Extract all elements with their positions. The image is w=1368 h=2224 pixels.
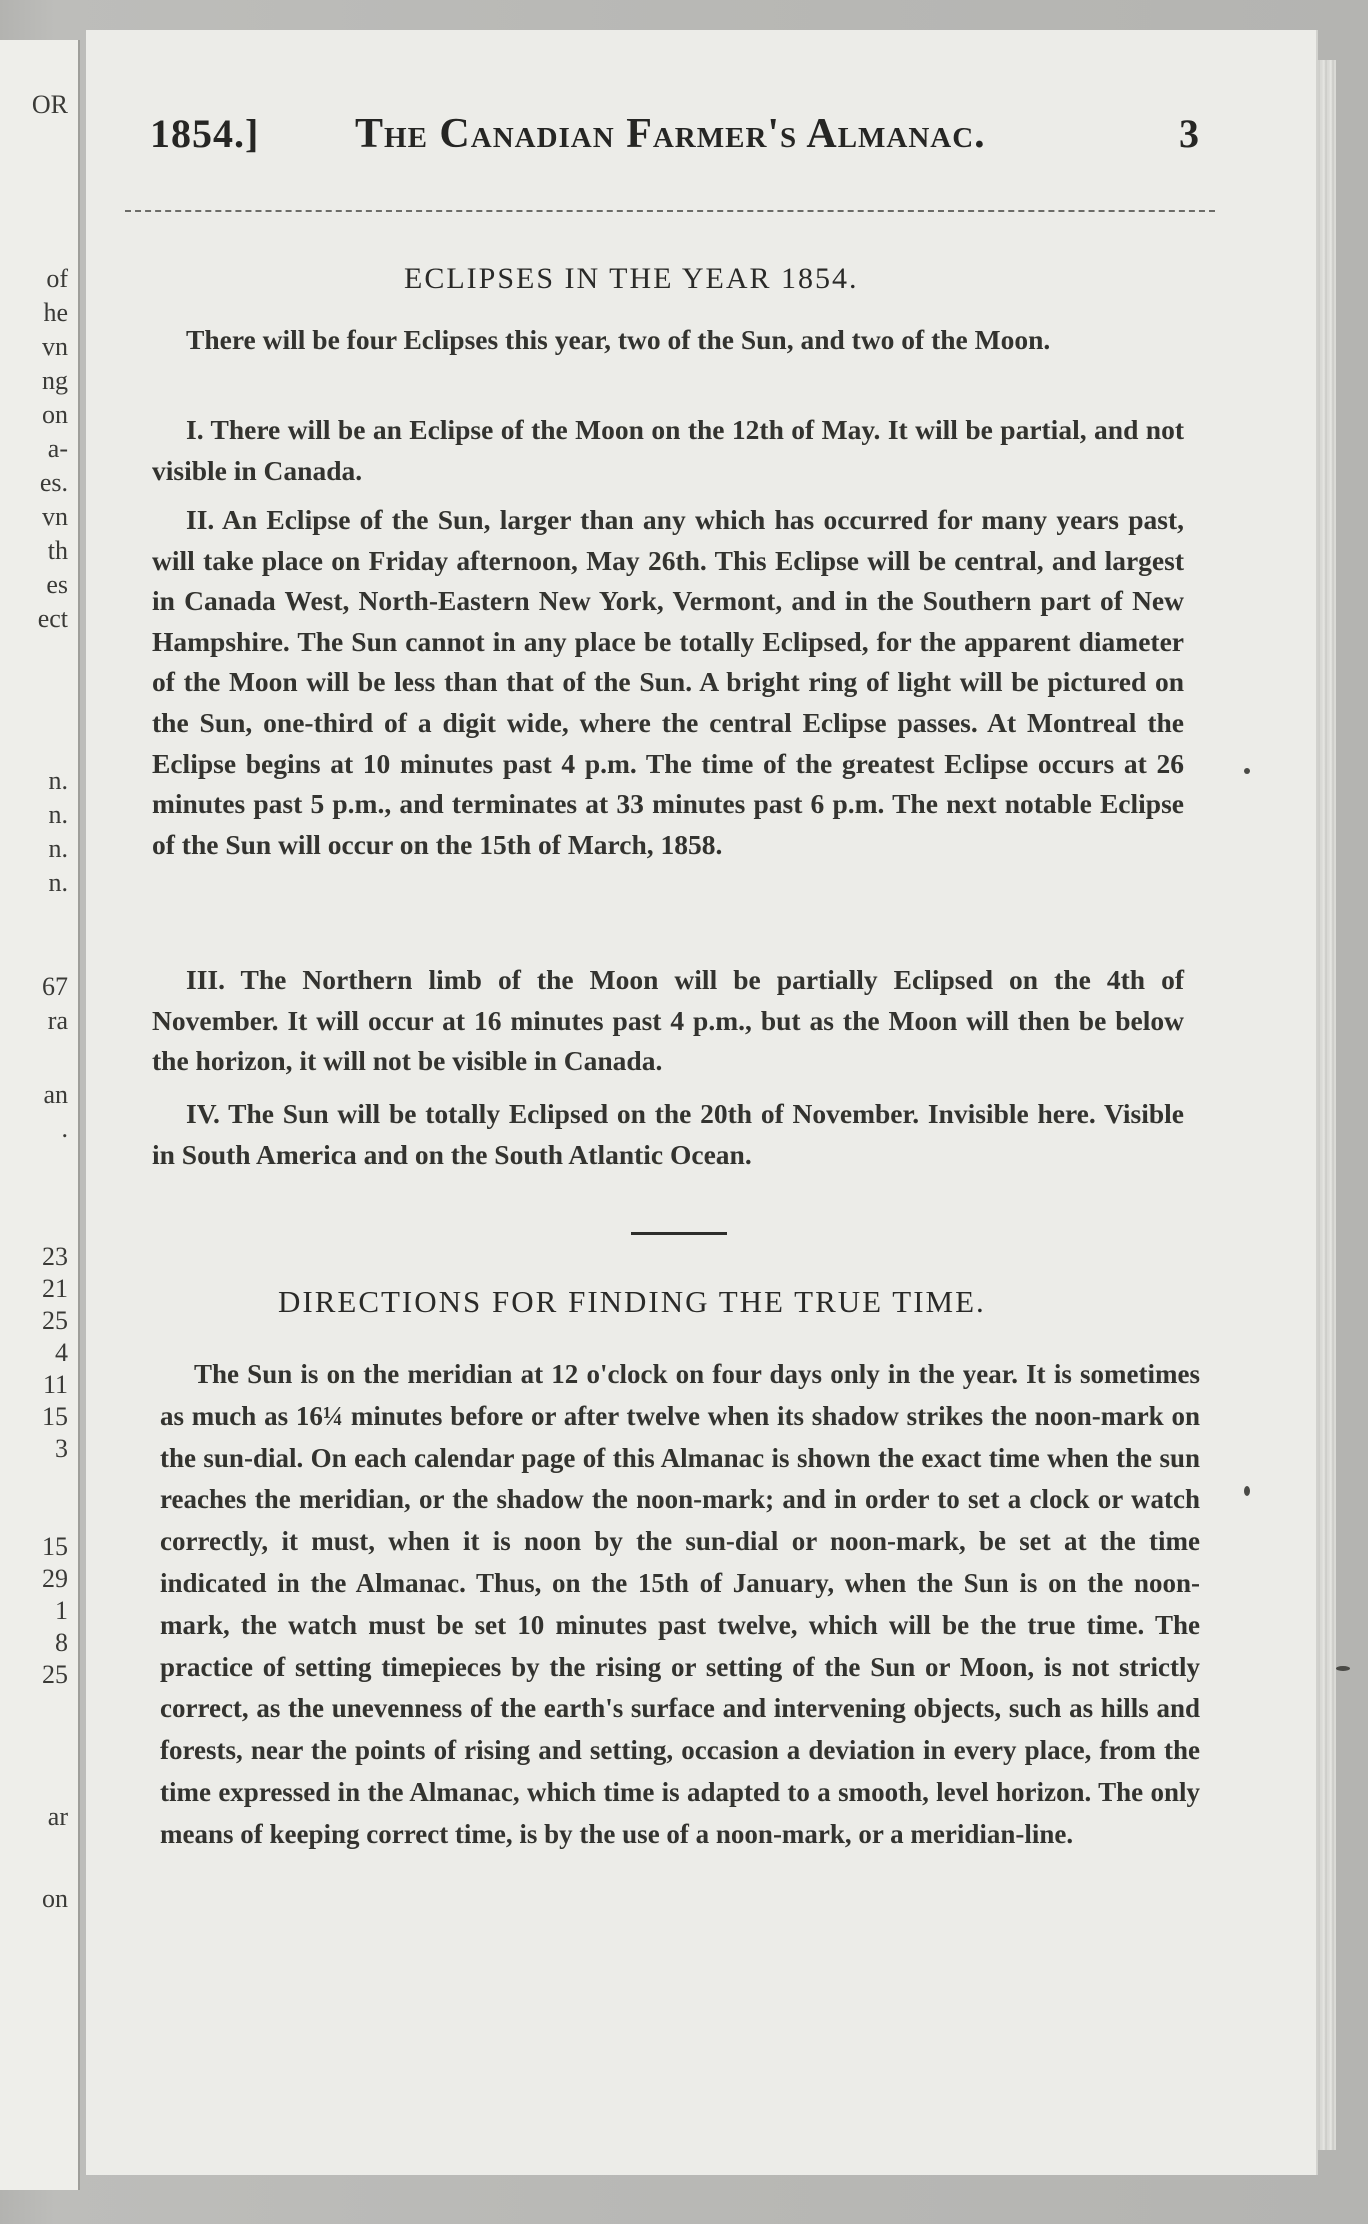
eclipses-intro-paragraph: There will be four Eclipses this year, two of the Sun, and two of the Moon.: [186, 324, 1051, 355]
left-fragment: on: [42, 1884, 68, 1913]
ink-speck: [1244, 768, 1250, 774]
left-fragment: ar: [47, 1802, 68, 1831]
left-fragment: 1: [55, 1596, 68, 1625]
adjacent-page-fragment: [0, 40, 80, 2190]
eclipses-heading: ECLIPSES IN THE YEAR 1854.: [404, 262, 859, 295]
left-fragment: 67: [42, 972, 68, 1001]
left-fragment: OR: [31, 90, 68, 119]
section-divider: [631, 1232, 727, 1235]
true-time-heading: DIRECTIONS FOR FINDING THE TRUE TIME.: [278, 1284, 986, 1319]
eclipse-paragraph-i: I. There will be an Eclipse of the Moon on the 12th of May. It will be partial, and not visible in Canada.: [152, 414, 1184, 486]
left-fragment: 21: [42, 1274, 68, 1303]
left-fragment: vn: [42, 332, 68, 361]
left-fragment: es.: [39, 468, 68, 497]
left-fragment: 15: [42, 1532, 68, 1561]
left-fragment: 25: [42, 1660, 68, 1689]
eclipse-paragraph-ii: II. An Eclipse of the Sun, larger than any which has occurred for many years past, will take place on Friday afternoon, May 26th. This Eclipse will be central, and largest in Canada West, North-Eastern New York, Vermont, and in the Southern part of New Hampshire. The Sun cannot in any place be totally Eclipsed, for the apparent diameter of the Moon will be less than that of the Sun. A bright ring of light will be pictured on the Sun, one-third of a digit wide, where the central Eclipse passes. At Montreal the Eclipse begins at 10 minutes past 4 p.m. The time of the greatest Eclipse occurs at 26 minutes past 5 p.m., and terminates at 33 minutes past 6 p.m. The next notable Eclipse of the Sun will occur on the 15th of March, 1858.: [152, 504, 1184, 860]
left-fragment: ng: [42, 366, 68, 395]
left-fragment: an: [43, 1080, 68, 1109]
header-rule: [125, 210, 1215, 212]
left-fragment: n.: [48, 868, 68, 897]
page-number: 3: [1179, 111, 1200, 156]
left-fragment: 23: [42, 1242, 68, 1271]
left-fragment: 11: [42, 1370, 68, 1399]
left-fragment: 15: [42, 1402, 68, 1431]
true-time-paragraph: The Sun is on the meridian at 12 o'clock on four days only in the year. It is sometimes as much as 16¼ minutes before or after twelve when its shadow strikes the noon-mark on the sun-dial. On each calendar page of this Almanac is shown the exact time when the sun reaches the meridian, or the shadow the noon-mark; and in order to set a clock or watch correctly, it must, when it is noon by the sun-dial or noon-mark, be set at the time indicated in the Almanac. Thus, on the 15th of January, when the Sun is on the noon-mark, the watch must be set 10 minutes past twelve, which will be the true time. The practice of setting timepieces by the rising or setting of the Sun or Moon, is not strictly correct, as the unevenness of the earth's surface and intervening objects, such as hills and forests, near the points of rising and setting, occasion a deviation in every place, from the time expressed in the Almanac, which time is adapted to a smooth, level horizon. The only means of keeping correct time, is by the use of a noon-mark, or a meridian-line.: [160, 1359, 1200, 1849]
header-title: The Canadian Farmer's Almanac.: [355, 111, 986, 157]
left-fragment: of: [46, 264, 68, 293]
left-fragment: es: [46, 570, 68, 599]
left-fragment: vn: [42, 502, 68, 531]
left-fragment: on: [42, 400, 68, 429]
left-fragment: n.: [48, 800, 68, 829]
eclipse-paragraph-iii: III. The Northern limb of the Moon will be partially Eclipsed on the 4th of November. It will occur at 16 minutes past 4 p.m., but as the Moon will then be below the horizon, it will not be visible in Canada.: [152, 964, 1184, 1077]
left-fragment: n.: [48, 834, 68, 863]
left-fragment: 4: [55, 1338, 68, 1367]
left-fragment: ra: [47, 1006, 68, 1035]
left-fragment: th: [47, 536, 68, 565]
left-fragment: n.: [48, 766, 68, 795]
ink-speck: [1244, 1486, 1250, 1496]
left-fragment: 29: [42, 1564, 68, 1593]
left-fragment: .: [61, 1114, 68, 1143]
left-fragment: a-: [47, 434, 68, 463]
running-head: [150, 110, 1200, 170]
left-fragment: he: [43, 298, 68, 327]
left-fragment: 3: [55, 1434, 68, 1463]
left-fragment: ect: [37, 604, 68, 633]
left-fragment: 25: [42, 1306, 68, 1335]
eclipse-paragraph-iv: IV. The Sun will be totally Eclipsed on the 20th of November. Invisible here. Visible in South America and on the South Atlantic Ocean.: [152, 1098, 1184, 1170]
left-fragment: 8: [55, 1628, 68, 1657]
header-year: 1854.]: [150, 111, 260, 156]
ink-speck: [1336, 1666, 1350, 1671]
